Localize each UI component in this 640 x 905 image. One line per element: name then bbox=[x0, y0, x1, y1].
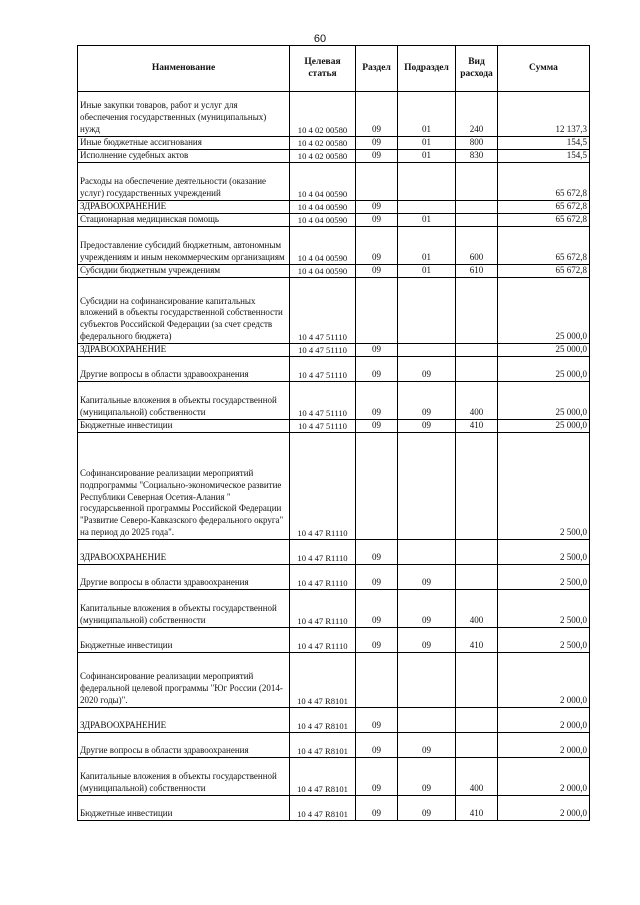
row-target: 10 4 47 R8101 bbox=[290, 733, 356, 758]
table-row bbox=[78, 278, 590, 344]
row-amount: 2 000,0 bbox=[498, 733, 590, 758]
table-row bbox=[78, 265, 590, 278]
row-subsection: 09 bbox=[398, 590, 456, 628]
row-subsection: 09 bbox=[398, 382, 456, 420]
row-section: 09 bbox=[356, 357, 398, 382]
row-amount: 2 000,0 bbox=[498, 796, 590, 821]
row-expense-type: 400 bbox=[456, 382, 498, 420]
row-subsection: 09 bbox=[398, 565, 456, 590]
row-section: 09 bbox=[356, 708, 398, 733]
header-expense-type: Вид расхода bbox=[456, 46, 498, 92]
row-target: 10 4 47 R8101 bbox=[290, 653, 356, 708]
row-subsection: 01 bbox=[398, 150, 456, 163]
table-header-row bbox=[78, 46, 590, 92]
table-row bbox=[78, 590, 590, 628]
row-target: 10 4 47 R8101 bbox=[290, 758, 356, 796]
row-amount: 2 500,0 bbox=[498, 565, 590, 590]
row-subsection bbox=[398, 708, 456, 733]
header-name: Наименование bbox=[78, 46, 290, 92]
row-amount: 25 000,0 bbox=[498, 357, 590, 382]
row-target: 10 4 47 51110 bbox=[290, 382, 356, 420]
table-body bbox=[78, 92, 590, 821]
table-row bbox=[78, 733, 590, 758]
row-expense-type: 610 bbox=[456, 265, 498, 278]
row-section: 09 bbox=[356, 796, 398, 821]
row-expense-type bbox=[456, 357, 498, 382]
row-amount: 2 500,0 bbox=[498, 628, 590, 653]
table-row bbox=[78, 653, 590, 708]
row-expense-type bbox=[456, 214, 498, 227]
row-target: 10 4 47 R1110 bbox=[290, 565, 356, 590]
row-subsection bbox=[398, 344, 456, 357]
row-amount: 2 000,0 bbox=[498, 708, 590, 733]
row-target: 10 4 04 00590 bbox=[290, 265, 356, 278]
row-section: 09 bbox=[356, 214, 398, 227]
table-row bbox=[78, 540, 590, 565]
table-row bbox=[78, 344, 590, 357]
table-row bbox=[78, 758, 590, 796]
row-subsection bbox=[398, 540, 456, 565]
row-subsection: 09 bbox=[398, 420, 456, 433]
row-amount: 2 500,0 bbox=[498, 540, 590, 565]
row-expense-type bbox=[456, 708, 498, 733]
row-section bbox=[356, 163, 398, 201]
row-expense-type bbox=[456, 733, 498, 758]
row-name: Иные бюджетные ассигнования bbox=[78, 137, 290, 150]
row-amount: 25 000,0 bbox=[498, 420, 590, 433]
row-name: Исполнение судебных актов bbox=[78, 150, 290, 163]
row-subsection bbox=[398, 278, 456, 344]
row-section bbox=[356, 433, 398, 540]
row-subsection: 01 bbox=[398, 214, 456, 227]
row-target: 10 4 47 R1110 bbox=[290, 540, 356, 565]
row-amount: 65 672,8 bbox=[498, 265, 590, 278]
row-expense-type: 410 bbox=[456, 796, 498, 821]
row-target: 10 4 47 51110 bbox=[290, 278, 356, 344]
row-section: 09 bbox=[356, 344, 398, 357]
row-expense-type bbox=[456, 653, 498, 708]
row-target: 10 4 47 51110 bbox=[290, 420, 356, 433]
header-target: Целевая статья bbox=[290, 46, 356, 92]
row-section bbox=[356, 653, 398, 708]
row-target: 10 4 04 00590 bbox=[290, 227, 356, 265]
header-amount: Сумма bbox=[498, 46, 590, 92]
row-subsection bbox=[398, 653, 456, 708]
row-expense-type bbox=[456, 201, 498, 214]
row-expense-type bbox=[456, 278, 498, 344]
row-amount: 65 672,8 bbox=[498, 214, 590, 227]
budget-table bbox=[77, 45, 590, 821]
row-expense-type bbox=[456, 344, 498, 357]
table-row bbox=[78, 433, 590, 540]
row-amount: 2 000,0 bbox=[498, 653, 590, 708]
table-row bbox=[78, 214, 590, 227]
row-section bbox=[356, 278, 398, 344]
row-subsection: 09 bbox=[398, 733, 456, 758]
row-name: ЗДРАВООХРАНЕНИЕ bbox=[78, 201, 290, 214]
row-section: 09 bbox=[356, 565, 398, 590]
row-target: 10 4 47 R1110 bbox=[290, 628, 356, 653]
row-expense-type: 240 bbox=[456, 92, 498, 137]
row-expense-type: 410 bbox=[456, 420, 498, 433]
row-name: Капитальные вложения в объекты государственной (муниципальной) собственности bbox=[78, 382, 290, 420]
row-section: 09 bbox=[356, 137, 398, 150]
row-subsection: 09 bbox=[398, 628, 456, 653]
row-target: 10 4 04 00590 bbox=[290, 163, 356, 201]
row-subsection: 01 bbox=[398, 265, 456, 278]
row-name: ЗДРАВООХРАНЕНИЕ bbox=[78, 344, 290, 357]
row-name: Софинансирование реализации мероприятий подпрограммы "Социально-экономическое развитие Республики Северная Осетия-Алания " государсьвенной программы Российской Федерации "Развитие Северо-Кавказского федерального округа" на период до 2025 года". bbox=[78, 433, 290, 540]
row-section: 09 bbox=[356, 758, 398, 796]
row-subsection: 09 bbox=[398, 796, 456, 821]
row-subsection: 09 bbox=[398, 758, 456, 796]
row-target: 10 4 47 R1110 bbox=[290, 590, 356, 628]
row-name: Субсидии бюджетным учреждениям bbox=[78, 265, 290, 278]
row-name: Бюджетные инвестиции bbox=[78, 628, 290, 653]
row-section: 09 bbox=[356, 420, 398, 433]
row-subsection: 09 bbox=[398, 357, 456, 382]
row-target: 10 4 47 51110 bbox=[290, 344, 356, 357]
row-expense-type: 400 bbox=[456, 590, 498, 628]
row-name: Бюджетные инвестиции bbox=[78, 420, 290, 433]
row-name: Другие вопросы в области здравоохранения bbox=[78, 565, 290, 590]
row-target: 10 4 47 51110 bbox=[290, 357, 356, 382]
table-row bbox=[78, 708, 590, 733]
row-name: Стационарная медицинская помощь bbox=[78, 214, 290, 227]
header-section: Раздел bbox=[356, 46, 398, 92]
row-subsection bbox=[398, 433, 456, 540]
row-name: Капитальные вложения в объекты государственной (муниципальной) собственности bbox=[78, 758, 290, 796]
table-row bbox=[78, 150, 590, 163]
row-section: 09 bbox=[356, 382, 398, 420]
row-name: ЗДРАВООХРАНЕНИЕ bbox=[78, 708, 290, 733]
row-section: 09 bbox=[356, 733, 398, 758]
row-section: 09 bbox=[356, 590, 398, 628]
header-subsection: Подраздел bbox=[398, 46, 456, 92]
table-row bbox=[78, 137, 590, 150]
row-amount: 65 672,8 bbox=[498, 227, 590, 265]
row-target: 10 4 47 R8101 bbox=[290, 796, 356, 821]
table-row bbox=[78, 382, 590, 420]
page-number: 60 bbox=[313, 33, 327, 45]
row-expense-type: 410 bbox=[456, 628, 498, 653]
row-name: Субсидии на софинансирование капитальных вложений в объекты государственной собственности субъектов Российской Федерации (за счет средств федерального бюджета) bbox=[78, 278, 290, 344]
row-expense-type bbox=[456, 163, 498, 201]
row-expense-type: 800 bbox=[456, 137, 498, 150]
row-amount: 12 137,3 bbox=[498, 92, 590, 137]
row-section: 09 bbox=[356, 628, 398, 653]
row-amount: 25 000,0 bbox=[498, 278, 590, 344]
row-expense-type: 400 bbox=[456, 758, 498, 796]
row-amount: 154,5 bbox=[498, 150, 590, 163]
row-name: ЗДРАВООХРАНЕНИЕ bbox=[78, 540, 290, 565]
row-name: Софинансирование реализации мероприятий федеральной целевой программы "Юг России (2014-2020 годы)". bbox=[78, 653, 290, 708]
row-target: 10 4 02 00580 bbox=[290, 137, 356, 150]
row-section: 09 bbox=[356, 150, 398, 163]
row-subsection bbox=[398, 163, 456, 201]
row-subsection: 01 bbox=[398, 92, 456, 137]
row-target: 10 4 47 R8101 bbox=[290, 708, 356, 733]
row-section: 09 bbox=[356, 92, 398, 137]
row-section: 09 bbox=[356, 265, 398, 278]
row-name: Другие вопросы в области здравоохранения bbox=[78, 357, 290, 382]
row-amount: 2 500,0 bbox=[498, 590, 590, 628]
table-row bbox=[78, 201, 590, 214]
row-name: Расходы на обеспечение деятельности (оказание услуг) государственных учреждений bbox=[78, 163, 290, 201]
row-amount: 65 672,8 bbox=[498, 201, 590, 214]
table-row bbox=[78, 796, 590, 821]
row-section: 09 bbox=[356, 227, 398, 265]
row-amount: 25 000,0 bbox=[498, 382, 590, 420]
table-row bbox=[78, 565, 590, 590]
table-row bbox=[78, 163, 590, 201]
row-subsection: 01 bbox=[398, 137, 456, 150]
row-section: 09 bbox=[356, 540, 398, 565]
row-name: Другие вопросы в области здравоохранения bbox=[78, 733, 290, 758]
row-amount: 154,5 bbox=[498, 137, 590, 150]
row-expense-type: 830 bbox=[456, 150, 498, 163]
table-row bbox=[78, 227, 590, 265]
row-target: 10 4 04 00590 bbox=[290, 214, 356, 227]
row-expense-type: 600 bbox=[456, 227, 498, 265]
table-row bbox=[78, 420, 590, 433]
row-target: 10 4 47 R1110 bbox=[290, 433, 356, 540]
table-row bbox=[78, 628, 590, 653]
row-expense-type bbox=[456, 565, 498, 590]
row-target: 10 4 02 00580 bbox=[290, 150, 356, 163]
table-row bbox=[78, 92, 590, 137]
row-amount: 2 000,0 bbox=[498, 758, 590, 796]
table-row bbox=[78, 357, 590, 382]
row-section: 09 bbox=[356, 201, 398, 214]
row-amount: 2 500,0 bbox=[498, 433, 590, 540]
row-name: Бюджетные инвестиции bbox=[78, 796, 290, 821]
row-subsection bbox=[398, 201, 456, 214]
row-subsection: 01 bbox=[398, 227, 456, 265]
row-expense-type bbox=[456, 540, 498, 565]
row-target: 10 4 02 00580 bbox=[290, 92, 356, 137]
row-name: Предоставление субсидий бюджетным, автономным учреждениям и иным некоммерческим организациям bbox=[78, 227, 290, 265]
row-name: Капитальные вложения в объекты государственной (муниципальной) собственности bbox=[78, 590, 290, 628]
row-name: Иные закупки товаров, работ и услуг для обеспечения государственных (муниципальных) нужд bbox=[78, 92, 290, 137]
row-expense-type bbox=[456, 433, 498, 540]
row-amount: 25 000,0 bbox=[498, 344, 590, 357]
row-amount: 65 672,8 bbox=[498, 163, 590, 201]
row-target: 10 4 04 00590 bbox=[290, 201, 356, 214]
